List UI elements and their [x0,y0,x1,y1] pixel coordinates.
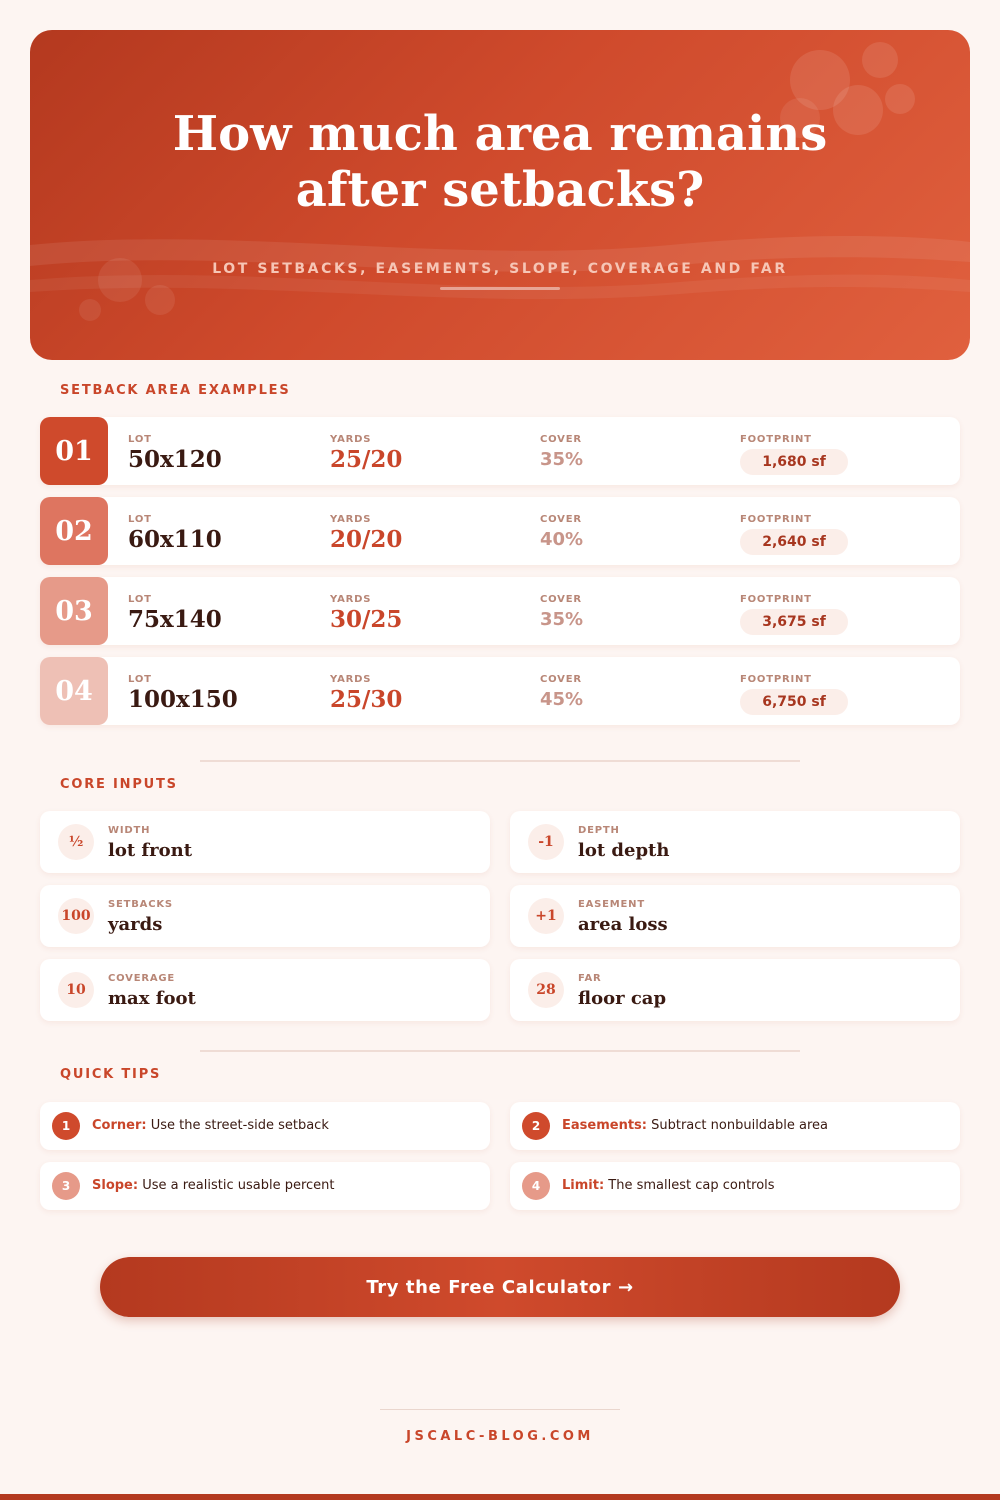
yards-value: 20/20 [330,526,403,553]
footprint-cell [740,674,848,715]
example-row [40,657,960,725]
tip-body: Use the street-side setback [150,1118,329,1133]
yards-caption: YARDS [330,594,372,605]
example-number: 03 [40,577,108,645]
footprint-cell [740,434,848,475]
tip-number: 2 [522,1112,550,1140]
lot-cell [128,674,238,713]
example-row [40,417,960,485]
lot-value: 100x150 [128,686,238,713]
tip-card [40,1162,490,1210]
input-card [40,959,490,1021]
input-caption: FAR [578,973,602,984]
yards-value: 25/20 [330,446,403,473]
yards-value: 30/25 [330,606,403,633]
cover-value: 35% [540,609,584,630]
tip-card [510,1162,960,1210]
lot-value: 75x140 [128,606,222,633]
lot-cell [128,434,222,473]
cover-caption: COVER [540,434,582,445]
cover-value: 45% [540,689,584,710]
footprint-caption: FOOTPRINT [740,434,812,445]
tip-text [92,1118,329,1133]
input-value: max foot [108,988,196,1009]
tip-body: The smallest cap controls [608,1178,775,1193]
inputs-section-label: CORE INPUTS [60,777,178,792]
lot-caption: LOT [128,594,152,605]
tip-number: 1 [52,1112,80,1140]
lot-caption: LOT [128,514,152,525]
example-number: 04 [40,657,108,725]
input-caption: WIDTH [108,825,151,836]
example-row [40,577,960,645]
divider [200,760,800,762]
page-title [30,106,970,218]
input-value: lot front [108,840,193,861]
tip-text [562,1118,828,1133]
tip-card [40,1102,490,1150]
input-caption: DEPTH [578,825,620,836]
input-card [510,811,960,873]
input-card [510,959,960,1021]
example-row [40,497,960,565]
input-caption: SETBACKS [108,899,173,910]
yards-cell [330,674,402,713]
tip-title: Limit: [562,1178,605,1193]
yards-value: 25/30 [330,686,403,713]
footprint-badge: 6,750 sf [740,689,848,715]
tip-text [92,1178,335,1193]
input-badge: 28 [528,972,564,1008]
input-value: yards [108,914,163,935]
yards-caption: YARDS [330,674,372,685]
lot-caption: LOT [128,674,152,685]
lot-cell [128,594,222,633]
cover-caption: COVER [540,674,582,685]
lot-value: 50x120 [128,446,222,473]
tip-title: Corner: [92,1118,147,1133]
tip-number: 3 [52,1172,80,1200]
cover-cell [540,514,583,550]
examples-section-label: SETBACK AREA EXAMPLES [60,383,291,398]
yards-cell [330,594,402,633]
footprint-caption: FOOTPRINT [740,514,812,525]
cover-cell [540,594,583,630]
input-value: floor cap [578,988,667,1009]
tip-title: Easements: [562,1118,647,1133]
divider [200,1050,800,1052]
footprint-badge: 1,680 sf [740,449,848,475]
input-card [40,811,490,873]
input-caption: EASEMENT [578,899,645,910]
tip-body: Subtract nonbuildable area [651,1118,829,1133]
footer-divider [380,1409,620,1410]
tips-section-label: QUICK TIPS [60,1067,162,1082]
tip-title: Slope: [92,1178,139,1193]
page-subtitle: LOT SETBACKS, EASEMENTS, SLOPE, COVERAGE AND FAR [212,261,788,277]
input-badge: 10 [58,972,94,1008]
footprint-cell [740,514,848,555]
lot-cell [128,514,222,553]
input-caption: COVERAGE [108,973,176,984]
lot-caption: LOT [128,434,152,445]
footprint-cell [740,594,848,635]
footprint-caption: FOOTPRINT [740,674,812,685]
input-badge: +1 [528,898,564,934]
hero-banner [30,30,970,360]
try-calculator-button[interactable]: Try the Free Calculator → [100,1257,900,1317]
cover-cell [540,434,583,470]
input-value: area loss [578,914,668,935]
tip-card [510,1102,960,1150]
yards-cell [330,514,402,553]
footer-site-link[interactable]: JSCALC-BLOG.COM [406,1429,594,1444]
yards-caption: YARDS [330,514,372,525]
input-card [510,885,960,947]
bottom-accent-bar [0,1494,1000,1500]
tip-text [562,1178,775,1193]
subtitle-underline [440,287,560,290]
cover-caption: COVER [540,594,582,605]
title-line-1: How much area remains [172,106,828,162]
example-number: 02 [40,497,108,565]
tip-body: Use a realistic usable percent [142,1178,335,1193]
cover-cell [540,674,583,710]
tip-number: 4 [522,1172,550,1200]
input-card [40,885,490,947]
footprint-caption: FOOTPRINT [740,594,812,605]
lot-value: 60x110 [128,526,222,553]
footprint-badge: 3,675 sf [740,609,848,635]
input-badge: ½ [58,824,94,860]
input-badge: 100 [58,898,94,934]
input-badge: -1 [528,824,564,860]
title-line-2: after setbacks? [295,162,705,218]
cover-value: 40% [540,529,584,550]
input-value: lot depth [578,840,670,861]
cover-caption: COVER [540,514,582,525]
footprint-badge: 2,640 sf [740,529,848,555]
yards-caption: YARDS [330,434,372,445]
cover-value: 35% [540,449,584,470]
yards-cell [330,434,402,473]
example-number: 01 [40,417,108,485]
